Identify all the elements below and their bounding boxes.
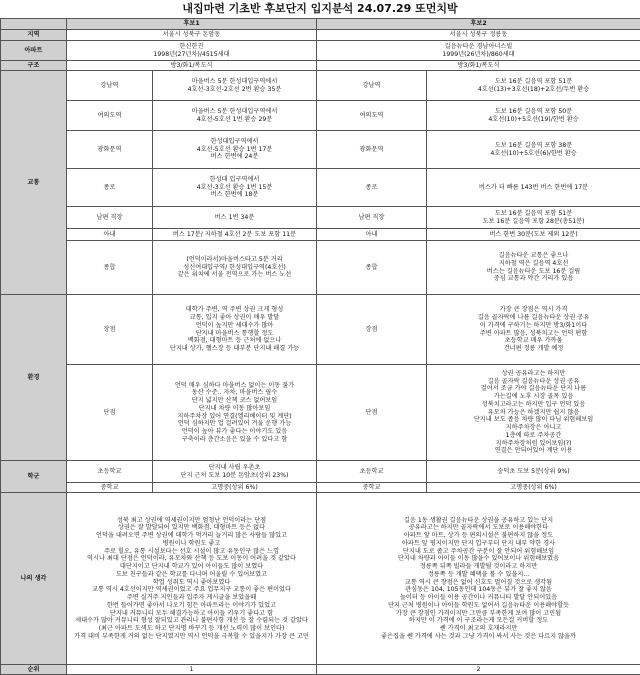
traffic-c1-content-line: 버스 1번 34분 xyxy=(214,213,255,221)
traffic-c2-content xyxy=(427,207,640,229)
school-c1-content-line: 고명중(상위 6%) xyxy=(211,483,258,491)
environment-c2-content-line: 걸어서 조금 가야 길음뉴타운 단지 나름 xyxy=(480,385,587,393)
opinion-c2-line: 정릉쪽 등 개발 혜택을 볼 수 있을지... xyxy=(427,570,530,578)
traffic-c2-sub: 종로 xyxy=(317,169,427,207)
opinion-c1-line: 교통 역시 4호선이지만 역세권이었고 주요 업무지구 교통이 좋은 편이었다 xyxy=(92,586,291,594)
environment-c2-content xyxy=(427,365,640,461)
traffic-c1-content xyxy=(153,207,317,229)
school-c2-content xyxy=(427,483,640,493)
opinion-c2-line: 길음 1동 생활권 길음뉴타운 상권을 공유하고 있는 단지 xyxy=(403,516,554,524)
opinion-c1-line: (최근 아파트 도색도 하고 단지명 바꾸기 등 개선 노력이 많이 보인다) xyxy=(98,625,285,632)
traffic-c2-content-line: 길음뉴타운 교통은 좋으나 xyxy=(498,252,569,259)
corner-cell xyxy=(1,19,67,30)
traffic-c1-sub: 강남역 xyxy=(67,71,153,101)
traffic-c2-content-line: 도보 16분 길음역 포함 38분 xyxy=(494,141,573,149)
traffic-c2-content-line: 4호선(13)+3호선(18)+2호선/두번 환승 xyxy=(477,85,590,93)
environment-c1-content-line: 구축이라 층간소음은 있을 수 있다고 함 xyxy=(181,435,288,443)
environment-c1-content-line: 단지내 상가, 헬스장 등 대부분 단지내 해결 가능 xyxy=(169,345,300,352)
traffic-c1-content-line: 같은 위치에 서울 전역으로 가는 버스 노선 xyxy=(177,271,292,279)
traffic-c2-content xyxy=(427,131,640,169)
opinion-c1-line: 학업 성취도 역시 좋아보였다 xyxy=(152,578,231,586)
traffic-c1-content-line: 4호선-3호선 환승 1번 15분 xyxy=(196,183,273,191)
opinion-c2-line: 하지만 이 가격에 이 구조라는게 모든걸 커버할 정도 xyxy=(408,617,549,625)
environment-c1-content-line: 대학가 주변, 역 주변 상권 크게 형성 xyxy=(185,306,284,314)
environment-c2-content-line: 연결은 안되어있어 계단 이용 xyxy=(494,447,573,455)
school-c1-content-line: 단지 근처 도보 10분 돈암초(상위 23%) xyxy=(180,471,289,479)
traffic-c1-content-line: (언덕이라서)마을버스타고 5분 거리 xyxy=(186,255,283,263)
traffic-c1-sub: 광화문역 xyxy=(67,131,153,169)
opinion-c1-line: 성북 최고 상권에 역세권이지만 엄청난 언덕이라는 단점 xyxy=(116,516,267,524)
traffic-c1-sub: 아내 xyxy=(67,229,153,241)
traffic-c1-content-line: 마을버스 5분 한성대입구역에서 xyxy=(191,107,278,115)
opinion-c1-line: 병원이나 학원도 좋고 xyxy=(162,539,221,547)
region-c2: 서울시 성북구 정릉동 xyxy=(317,30,640,41)
opinion-c1-line: 언덕을 내려오면 주변 상권에 대학가 먹거리 늘거리 많은 사람들 많있고 xyxy=(95,532,288,539)
apartment-c1 xyxy=(67,41,317,61)
apartment-c2 xyxy=(317,41,640,61)
environment-c2-content-line: 길음 골자락에 나름 길음뉴타운 상권 공유 xyxy=(477,314,590,321)
traffic-c1-sub: 남편 직장 xyxy=(67,207,153,229)
opinion-c1-line: 주로 힐오, 유통 시설보다는 선호 시설이 많고 유동인구 많은 느낌 xyxy=(103,547,280,555)
traffic-c1-sub: 종합 xyxy=(67,241,153,295)
environment-c2-content-line: 단지내 보도 좁음 차량 많이 다님 위험해보임 xyxy=(473,416,594,424)
apartment-label: 아파트 xyxy=(1,41,67,61)
school-c2-sub: 초등학교 xyxy=(317,461,427,483)
opinion-c1 xyxy=(67,493,317,665)
structure-c1: 방3/화1/복도식 xyxy=(67,61,317,71)
opinion-c2-line: 가장 큰 장점인 가격이지만 그만큼 부족한게 보여 많이 고민됨 xyxy=(395,609,562,617)
opinion-c2-line: 쎈 가격이 최고의 호재라지만 xyxy=(439,625,518,632)
opinion-c1-line: 단지내 커뮤니티 모두 해결가능하고 아이들 키우기 좋다고 함 xyxy=(109,609,274,617)
traffic-c1-content xyxy=(153,241,317,295)
school-label: 학군 xyxy=(1,461,67,493)
opinion-c1-line: 가격 대비 부족한게 거의 없는 단지였지만 역시 언덕을 극복할 수 있을지가 가장 큰 고민 xyxy=(74,632,309,640)
environment-c2-content-line: 이 가격에 구하기는 하지만 방3/화1이다 xyxy=(479,321,588,329)
traffic-c2-content-line: 지하철 역은 길음역 4호선 xyxy=(498,259,569,267)
opinion-c2-line: 교통 역시 큰 장점은 없어 신호도 멀어질 것으로 생각됨 xyxy=(404,578,553,586)
traffic-c2-content-line: 도보 16분 길음역 포함 51분 xyxy=(494,77,573,85)
opinion-c1-line: 주변 실거주 지인들과 입주자 게시글을 보았을때 xyxy=(126,594,257,601)
school-c1-sub: 중학교 xyxy=(67,483,153,493)
school-c1-sub: 초등학교 xyxy=(67,461,153,483)
candidate-2-header: 후보2 xyxy=(317,19,640,30)
traffic-c1-content xyxy=(153,131,317,169)
traffic-c1-content-line: 한성대 입구역에서 xyxy=(209,175,260,183)
traffic-c2-content-line: 4호선(10)+5호선(6)/한번 환승 xyxy=(490,149,577,157)
structure-c2: 방3/화1/복도식 xyxy=(317,61,640,71)
traffic-c1-content-line: 4호선-3호선-2호선 2번 환승 35분 xyxy=(187,85,282,93)
traffic-c2-content xyxy=(427,241,640,295)
environment-c1-content-line: 언덕 매우 심하다 마을버스 없이는 이동 불가 xyxy=(174,381,295,389)
traffic-c1-content-line: 성신여대입구역/ 한성대입구역(4호선) xyxy=(183,263,286,271)
school-c2-content-line: 고명중(상위 6%) xyxy=(510,483,557,491)
environment-c1-content-line: 교통, 입지 좋아 상권이 매우 발달 xyxy=(189,314,280,321)
traffic-c2-content xyxy=(427,169,640,207)
school-c2-content xyxy=(427,461,640,483)
environment-c1-content-line: 동산 수준.. 자차, 마을버스 필수 xyxy=(191,389,278,397)
traffic-c1-content-line: 버스 17분/ 지하철 4호선 2분 도보 포함 11분 xyxy=(172,230,297,238)
apartment-c2-name: 길음뉴타운 경남아너스빌 xyxy=(444,42,513,50)
opinion-c2-line: 아파트 앞 마트, 상가 등 편의시설은 불편하지 않을 정도 xyxy=(403,532,554,539)
environment-c2-content-line: 유모차 가능은 하겠지만 쉽지 않음 xyxy=(487,408,580,416)
traffic-c2-content-line: 도보 16분 길음역 포함 28분(총51분) xyxy=(482,217,585,225)
traffic-c2-content-line: 도보 16분 길음역 포함 50분 xyxy=(494,107,573,115)
environment-c1-content xyxy=(153,295,317,365)
traffic-c1-sub: 여의도역 xyxy=(67,101,153,131)
apartment-c1-name: 한신한진 xyxy=(179,42,204,50)
environment-c1-sub: 장점 xyxy=(67,295,153,365)
opinion-c2-line: 단지내 도로 좁고 주차공간 구분이 잘 안되어 위험해보임 xyxy=(402,547,555,555)
environment-c2-content-line: 주변 아파트 많음, 성북치고는 언덕 편함 xyxy=(479,329,588,337)
environment-c1-content-line: 언덕이 높아 뷰가 좋다는 이야기도 있음 xyxy=(181,428,288,435)
traffic-c2-sub: 아내 xyxy=(317,229,427,241)
opinion-c1-line: 도보 친구들과 같은 학교를 다니며 어울릴 수 있어보였고 xyxy=(115,570,268,578)
structure-label: 구조 xyxy=(1,61,67,71)
traffic-c2-sub: 종합 xyxy=(317,241,427,295)
candidate-1-header: 후보1 xyxy=(67,19,317,30)
opinion-c1-line: 세대수가 많아 커뮤니티 형성 잘되있고 관리나 불편사항 개선 등 잘 수렴되는 것 같았다 xyxy=(75,617,308,625)
opinion-c2-line: 아파트 앞 평지이지만 단지 입구부터 단지 내부 약한 경사 xyxy=(401,539,556,547)
opinion-c2-line: 놀이터 등 아이들 이용 공간이나 커뮤니티 발달 안되어있음 xyxy=(399,594,558,601)
rank-c1: 1 xyxy=(67,665,317,675)
environment-c2-content-line: 길음 골자락 길음뉴타운 상권 공유 xyxy=(487,377,580,385)
opinion-c1-line: 상권은 잘 발달되어 있지만 백화점, 대형마트 등은 없다 xyxy=(117,524,266,532)
opinion-c1-line: 역시나 최대 단점은 언덕이라, 유모차와 산책 등 도보 이동이 어려울 것 같았다 xyxy=(87,555,296,563)
environment-c2-content-line: 상권 공유라고는 하지만 xyxy=(501,369,566,377)
opinion-c2-line: 단지내 차량과 아이들 이동 많을수 있어보이나 위험해보였음 xyxy=(397,555,560,563)
traffic-c2-sub: 광화문역 xyxy=(317,131,427,169)
opinion-label: 나의 생각 xyxy=(1,493,67,665)
traffic-c2-sub: 여의도역 xyxy=(317,101,427,131)
traffic-c2-content-line: 버스 한번 30분(도보 제외 12분) xyxy=(489,230,578,238)
school-c1-content xyxy=(153,483,317,493)
traffic-c1-content xyxy=(153,71,317,101)
environment-c2-content-line: 건너편 정릉 개발 예정 xyxy=(503,345,564,352)
region-c1: 서울시 성북구 돈암동 xyxy=(67,30,317,41)
environment-label: 환경 xyxy=(1,295,67,461)
environment-c2-content-line: 가는길에 노후 시장 골목 있음 xyxy=(493,393,574,401)
opinion-c2-line: 단지 근처 병원이나 아이들 학원도 없어서 길음뉴타운 이용해야할듯 xyxy=(387,601,570,609)
environment-c1-sub: 단점 xyxy=(67,365,153,461)
traffic-c2-content-line: 도보 16분 길음역 포함 51분 xyxy=(494,209,573,217)
comparison-table xyxy=(0,18,640,675)
environment-c1-content-line: 언덕 심하지만 업 걸려있어 겨울 운행 가능 xyxy=(177,420,292,428)
environment-c1-content-line: 단지내 마을버스 통행할 정도 xyxy=(195,329,274,337)
traffic-c2-content xyxy=(427,71,640,101)
environment-c2-content-line: 1층에 따로 주차공간 xyxy=(505,431,562,439)
traffic-c1-content-line: 4호선-5호선 1번 환승 29분 xyxy=(196,115,273,123)
page-title: 내집마련 기초반 후보단지 입지분석 24.07.29 또먼치박 xyxy=(182,2,458,15)
environment-c2-sub: 장점 xyxy=(317,295,427,365)
rank-c2: 2 xyxy=(317,665,640,675)
traffic-c1-content xyxy=(153,169,317,207)
traffic-c2-content-line: 버스가 더 빠름 143번 버스 한번에 17분 xyxy=(478,183,589,191)
traffic-c2-content-line: 중심 교통과 약간 거리가 있음 xyxy=(493,275,574,283)
environment-c1-content-line: 지하주차장 있어 연결(엘리베이터 및 계단) xyxy=(177,412,292,420)
school-c2-content-line: 숭덕초 도보 5분(상위 9%) xyxy=(497,467,570,475)
rank-label: 순위 xyxy=(1,665,67,675)
traffic-c2-content xyxy=(427,101,640,131)
environment-c2-content-line: 지하주차장처럼 있어보임(?) xyxy=(495,439,572,447)
opinion-c2 xyxy=(317,493,640,665)
environment-c1-content-line: 언덕이 높지만 세대수가 많아 xyxy=(195,321,274,329)
opinion-c1-line: 대단지이고 단지내 학교가 있어 아이들도 많이 보였다 xyxy=(119,563,264,570)
environment-c1-content-line: 백화점, 대형마트 등 근처에 없으나 xyxy=(187,337,282,345)
traffic-c1-content xyxy=(153,229,317,241)
school-c1-content xyxy=(153,461,317,483)
opinion-c2-line: 좋은집을 쎈 가격에 사는 것과 그냥 가격이 싸서 사는 것은 다르지 않을까 xyxy=(381,632,577,640)
environment-c2-content-line: 가장 큰 장점은 역시 가격 xyxy=(499,306,568,314)
traffic-label: 교통 xyxy=(1,71,67,295)
apartment-c2-info: 1999년(26년차)/860세대 xyxy=(442,50,515,58)
traffic-c1-content xyxy=(153,101,317,131)
traffic-c2-sub: 강남역 xyxy=(317,71,427,101)
region-label: 지역 xyxy=(1,30,67,41)
environment-c1-content-line: 단지 넓지만 산책 코스 없어보임 xyxy=(191,397,278,404)
traffic-c2-content-line: 버스는 길음뉴타운 도보 16분 걸림 xyxy=(486,267,581,275)
traffic-c1-content-line: 버스 한번에 24분 xyxy=(210,153,259,161)
environment-c2-content-line: 초등학교 매우 가까움 xyxy=(504,337,563,345)
environment-c2-sub: 단점 xyxy=(317,365,427,461)
traffic-c2-content-line: 4호선(10)+5호선(19)/한번 환승 xyxy=(488,115,579,123)
school-c2-sub: 중학교 xyxy=(317,483,427,493)
traffic-c1-content-line: 한성대입구역에서 xyxy=(210,137,259,145)
opinion-c2-line: 공유라고는 하지만 골자락에서 도보로 이용해야한다 xyxy=(408,524,549,532)
traffic-c1-content-line: 마을버스 5분 한성대입구역에서 xyxy=(191,77,278,85)
environment-c2-content-line: 성북치고라고는 하지만 입구 언덕 있음 xyxy=(481,400,586,408)
environment-c2-content xyxy=(427,295,640,365)
opinion-c1-line: 한번 들어가면 좋아서 나오기 힘든 아파트라는 이야기가 있었고 xyxy=(106,601,277,609)
traffic-c1-content-line: 4호선-5호선 환승 1번 17분 xyxy=(196,145,273,153)
opinion-c2-line: 정릉쪽 뒤쪽 빌라들 개발될 것이라고 하지만 xyxy=(419,563,538,570)
school-c1-content-line: 단지내 사립 우촌초 xyxy=(208,463,261,471)
environment-c1-content xyxy=(153,365,317,461)
opinion-c2-line: 관심동은 104, 105동인데 104동은 뷰가 잘 좋지 않음 xyxy=(405,586,552,594)
traffic-c2-sub: 남편 직장 xyxy=(317,207,427,229)
traffic-c1-content-line: 버스 한번에 18분 xyxy=(210,191,259,199)
apartment-c1-info: 1998년(27년차)/4515세대 xyxy=(153,50,230,58)
traffic-c1-sub: 종로 xyxy=(67,169,153,207)
environment-c1-content-line: 단지내 차량 이동 많아보임 xyxy=(198,404,271,412)
environment-c2-content-line: 지하주차장은 아니고 xyxy=(505,424,562,432)
traffic-c2-content xyxy=(427,229,640,241)
